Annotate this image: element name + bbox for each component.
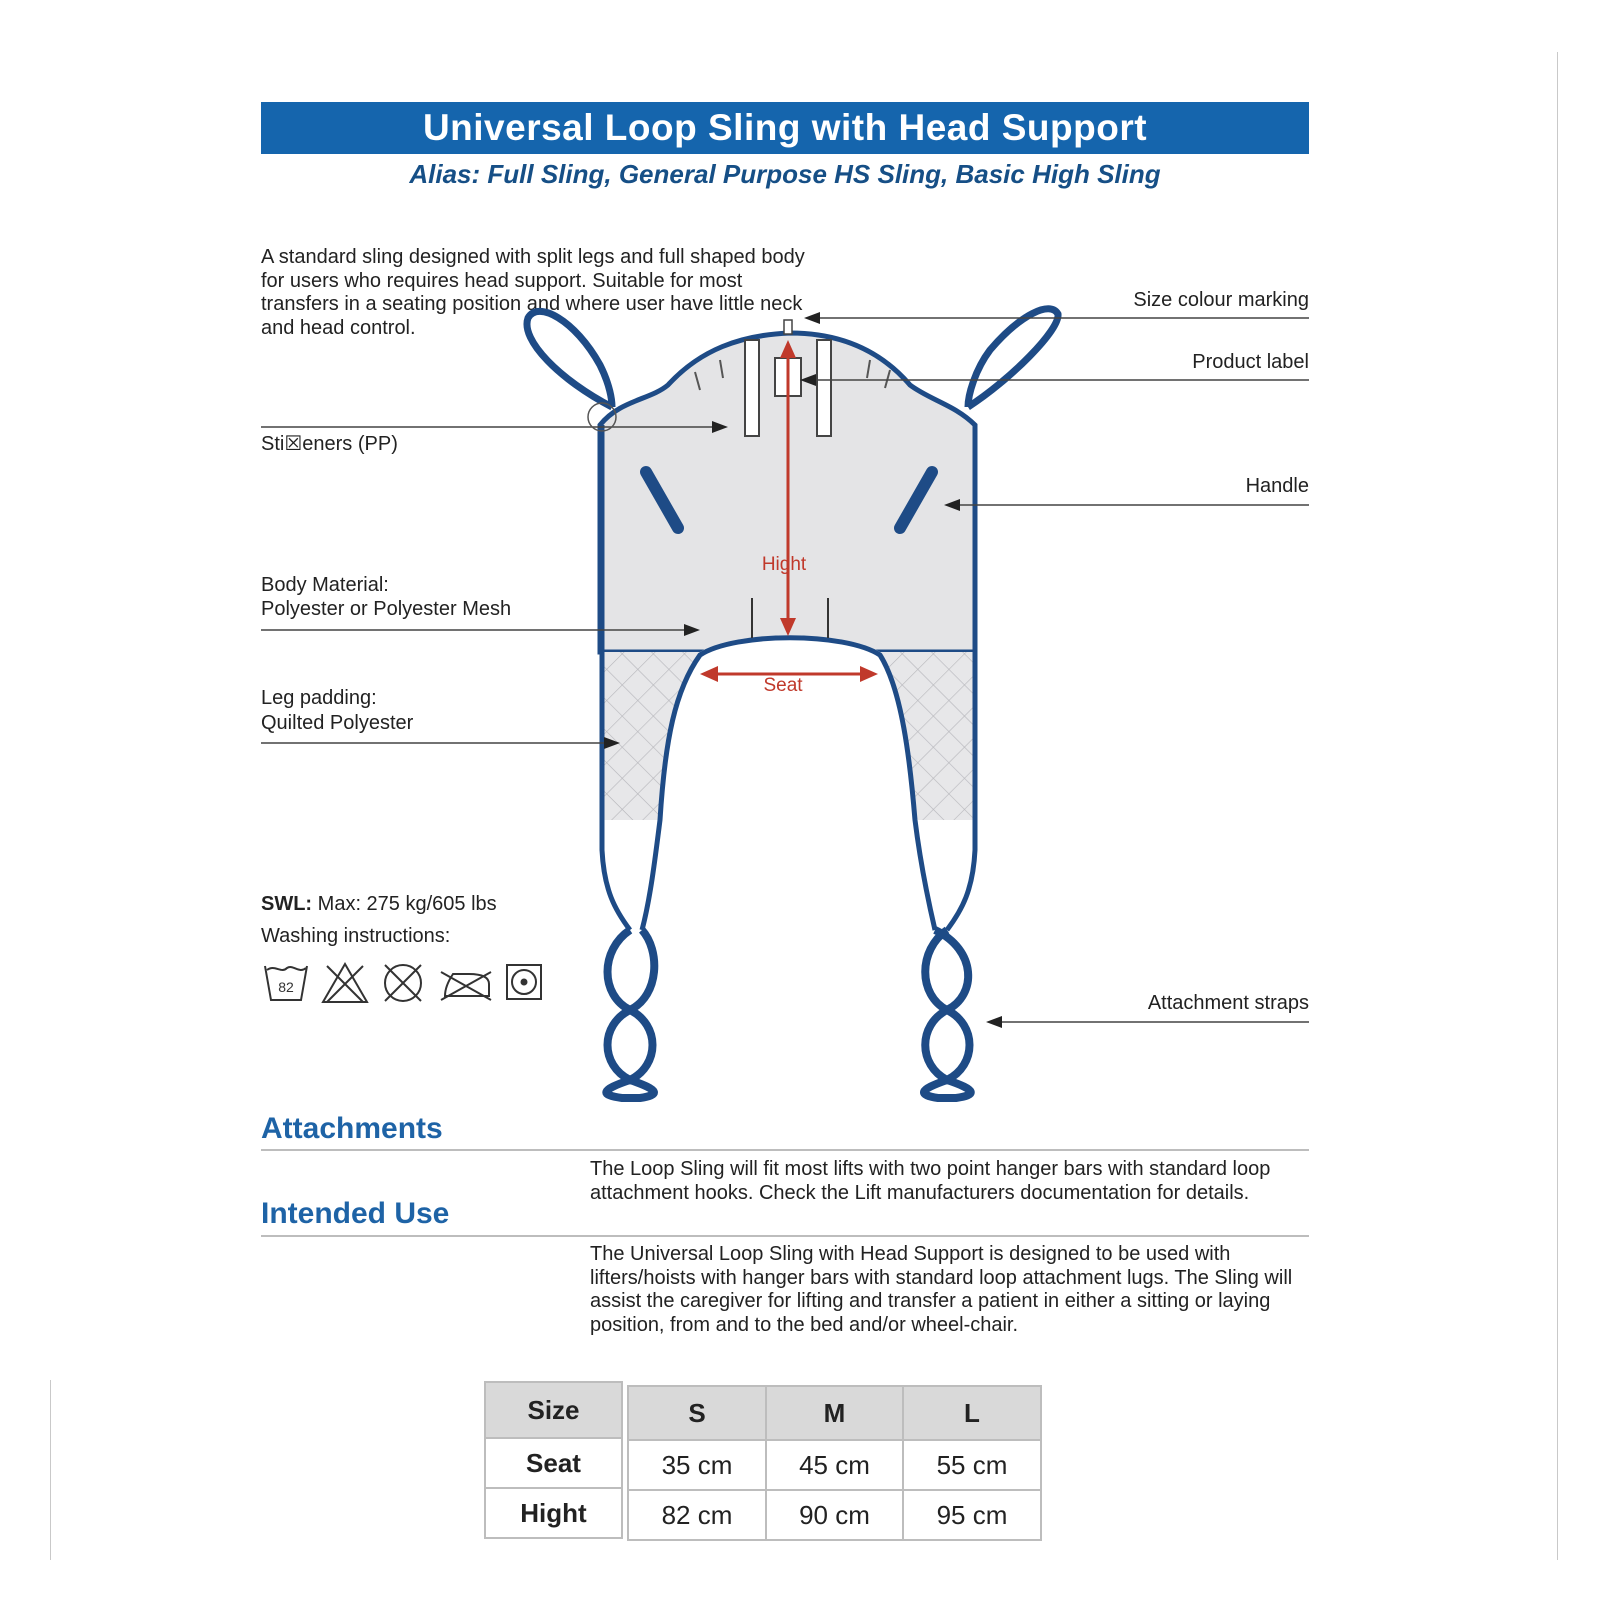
swl-value: Max: 275 kg/605 lbs — [317, 893, 497, 915]
body-material-value: Polyester or Polyester Mesh — [261, 598, 512, 620]
swl-label: SWL: — [261, 893, 313, 915]
size-colour-marking-label: Size colour marking — [1133, 289, 1309, 311]
intended-use-heading: Intended Use — [261, 1197, 450, 1230]
hight-measure-label: Hight — [761, 554, 807, 575]
product-label-label: Product label — [1192, 351, 1309, 373]
left-head-loop — [527, 311, 612, 407]
leg-padding-value: Quilted Polyester — [261, 712, 414, 734]
attachments-divider — [261, 1149, 1309, 1151]
attachments-heading: Attachments — [261, 1112, 443, 1145]
attachment-strap-left — [606, 930, 654, 1098]
seat-measure-label: Seat — [763, 675, 803, 696]
size-table-row-hight: Hight — [484, 1487, 623, 1539]
no-bleach-icon — [323, 964, 367, 1002]
intended-use-divider — [261, 1235, 1309, 1237]
size-table-cell: 55 cm — [902, 1439, 1042, 1491]
size-table-col-l: L — [902, 1385, 1042, 1441]
page-title: Universal Loop Sling with Head Support — [261, 102, 1309, 154]
size-table-corner: Size — [484, 1381, 623, 1439]
dry-clean-icon — [507, 965, 541, 999]
page-edge-left — [50, 1380, 51, 1560]
attachments-text: The Loop Sling will fit most lifts with two point hanger bars with standard loop attachment hooks. Check the Lift manufacturers documentation for details. — [590, 1158, 1271, 1204]
size-table-cell: 90 cm — [765, 1489, 904, 1541]
stiffener-left — [745, 340, 759, 436]
swl-info — [261, 893, 497, 916]
leg-padding-title: Leg padding: — [261, 687, 377, 709]
stiffeners-label: Sti☒eners (PP) — [261, 433, 398, 455]
iron-icon — [441, 972, 491, 1000]
size-colour-marker — [784, 320, 792, 334]
size-table-col-s: S — [627, 1385, 767, 1441]
no-tumble-dry-icon — [385, 965, 421, 1001]
washing-icons — [263, 960, 553, 1006]
page-subtitle-alias: Alias: Full Sling, General Purpose HS Sling, Basic High Sling — [409, 159, 1161, 189]
handle-label: Handle — [1245, 475, 1309, 497]
stiffener-right — [817, 340, 831, 436]
washing-instructions-title: Washing instructions: — [261, 925, 451, 947]
product-description: A standard sling designed with split legs and full shaped body for users who requires head support. Suitable for most transfers in a seating position and where user have little neck and head control. — [261, 246, 805, 339]
size-table-cell: 35 cm — [627, 1439, 767, 1491]
svg-text:82: 82 — [278, 979, 294, 995]
size-table-cell: 95 cm — [902, 1489, 1042, 1541]
attachment-strap-right — [924, 930, 971, 1098]
size-table-cell: 45 cm — [765, 1439, 904, 1491]
body-material-title: Body Material: — [261, 574, 389, 596]
size-table-col-m: M — [765, 1385, 904, 1441]
attachment-straps-label: Attachment straps — [1147, 992, 1309, 1014]
size-table-row-seat: Seat — [484, 1437, 623, 1489]
size-table-cell: 82 cm — [627, 1489, 767, 1541]
intended-use-text: The Universal Loop Sling with Head Support is designed to be used with lifters/hoists with hanger bars with standard loop attachment lugs. The Sling will assist the caregiver for lifting and transfer a patient in either a sitting or laying position, from and to the bed and/or wheel-chair. — [590, 1243, 1293, 1336]
wash-82-icon — [265, 966, 307, 1000]
